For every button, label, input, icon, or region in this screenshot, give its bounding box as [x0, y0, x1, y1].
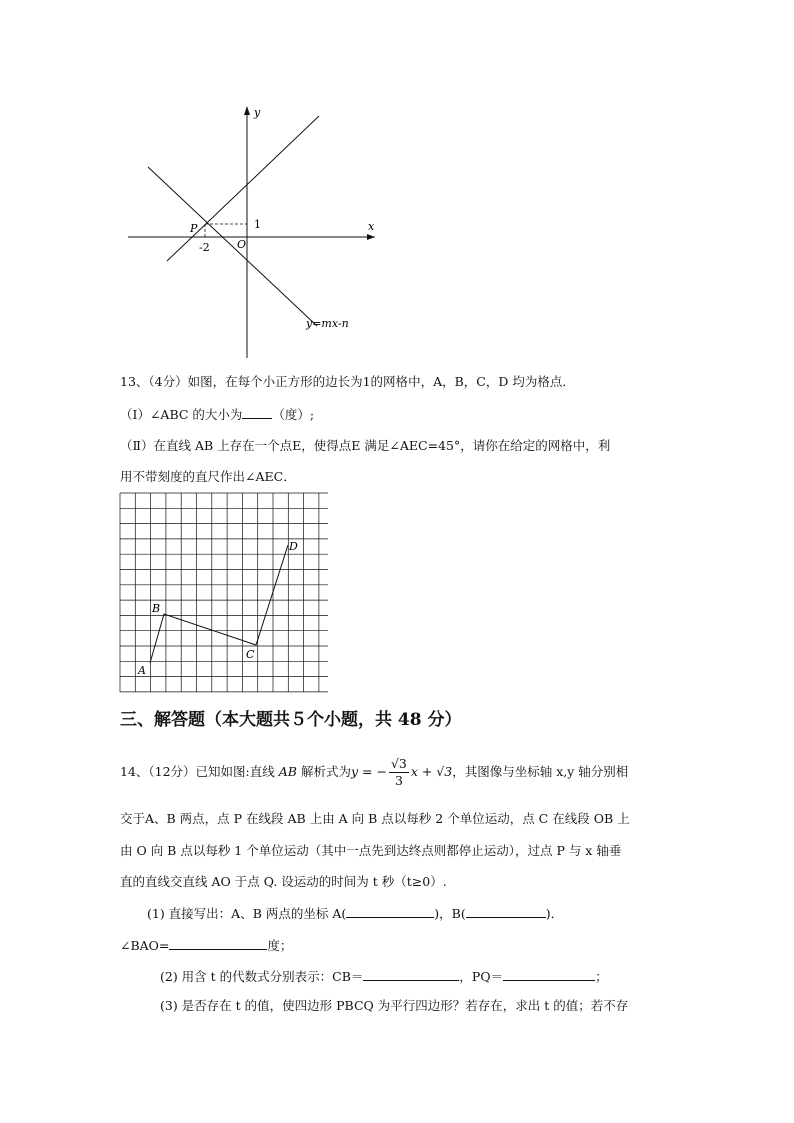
- q14-line3: 由 O 向 B 点以每秒 1 个单位运动（其中一点先到达终点则都停止运动），过点 P 与 x 轴垂: [120, 843, 622, 858]
- x-axis-arrow: [367, 234, 375, 240]
- q14-part1-text: (1) 直接写出：A、B 两点的坐标 A(: [147, 906, 347, 921]
- q14-part1-mid: )，B(: [434, 906, 466, 921]
- q13-part1-unit: （度）;: [272, 407, 315, 422]
- q14-formula-den: 3: [394, 773, 403, 788]
- q14-intro-after: ，其图像与坐标轴 x,y 轴分别相: [452, 764, 629, 779]
- grid-label-d: D: [289, 540, 298, 553]
- q14-part2-mid: ，PQ＝: [459, 969, 504, 984]
- answer-blank-pq[interactable]: [503, 968, 595, 981]
- y-tick-label: 1: [254, 218, 261, 231]
- line-y-mx-n: [148, 167, 317, 326]
- answer-blank-b[interactable]: [466, 905, 546, 918]
- grid-label-c: C: [246, 648, 255, 661]
- x-tick-label: -2: [199, 241, 210, 254]
- origin-label: O: [237, 238, 247, 251]
- q14-part2-after: ；: [595, 969, 608, 984]
- answer-blank-angle[interactable]: [169, 937, 267, 950]
- q14-line2: 交于A、B 两点，点 P 在线段 AB 上由 A 向 B 点以每秒 2 个单位运动，点 C 在线段 OB 上: [120, 811, 630, 826]
- grid-label-b: B: [152, 602, 161, 615]
- q13-part1-blank[interactable]: [242, 406, 272, 419]
- q14-ab: AB: [278, 764, 297, 779]
- q14-formula-y: y = −: [350, 764, 387, 779]
- q14-intro-text: 14、（12分）已知如图:直线: [120, 764, 275, 779]
- q14-part1b-after: 度；: [267, 938, 293, 953]
- coordinate-figure: [120, 100, 390, 365]
- grid-figure: [118, 491, 328, 696]
- q14-part2-text: (2) 用含 t 的代数式分别表示：CB＝: [160, 969, 364, 984]
- q14-intro-mid: 解析式为: [300, 764, 351, 779]
- grid-label-a: A: [138, 664, 146, 677]
- y-axis-arrow: [244, 106, 250, 115]
- q14-line4: 直的直线交直线 AO 于点 Q. 设运动的时间为 t 秒（t≥0）.: [120, 874, 447, 889]
- line-equation-label: y=mx-n: [306, 317, 349, 330]
- q14-formula-fraction: [389, 756, 409, 789]
- q13-part2-line1: （Ⅱ）在直线 AB 上存在一个点E，使得点E 满足∠AEC=45°，请你在给定的网格中，利: [120, 438, 611, 453]
- segment-a-b-c-d: [150, 545, 288, 663]
- q14-part1-after: )．: [545, 906, 564, 921]
- answer-blank-cb[interactable]: [363, 968, 459, 981]
- q14-formula-rest: x + √3: [410, 764, 453, 779]
- q13-part2-line2: 用不带刻度的直尺作出∠AEC．: [120, 469, 296, 484]
- q14-formula-num: √3: [390, 756, 407, 771]
- grid-lines: [120, 493, 328, 692]
- q14-part3: (3) 是否存在 t 的值，使四边形 PBCQ 为平行四边形？若存在，求出 t 的值；若不存: [160, 998, 629, 1013]
- section-3-title: 三、解答题（本大题共５个小题，共 48 分）: [120, 710, 462, 730]
- q14-part1: [147, 905, 563, 922]
- answer-blank-a[interactable]: [346, 905, 434, 918]
- q14-part1b-text: ∠BAO=: [120, 938, 170, 953]
- q13-part1-text: （Ⅰ）∠ABC 的大小为: [120, 407, 243, 422]
- q13-part1: [120, 406, 314, 423]
- point-p-label: P: [190, 222, 198, 235]
- x-axis-label: x: [368, 220, 375, 233]
- q14-part1b: [120, 937, 292, 954]
- y-axis-label: y: [254, 106, 261, 119]
- q14-intro: [120, 752, 628, 792]
- q14-part2: [160, 968, 608, 985]
- q13-header: 13、（4分）如图，在每个小正方形的边长为1的网格中，A，B，C，D 均为格点．: [120, 374, 575, 389]
